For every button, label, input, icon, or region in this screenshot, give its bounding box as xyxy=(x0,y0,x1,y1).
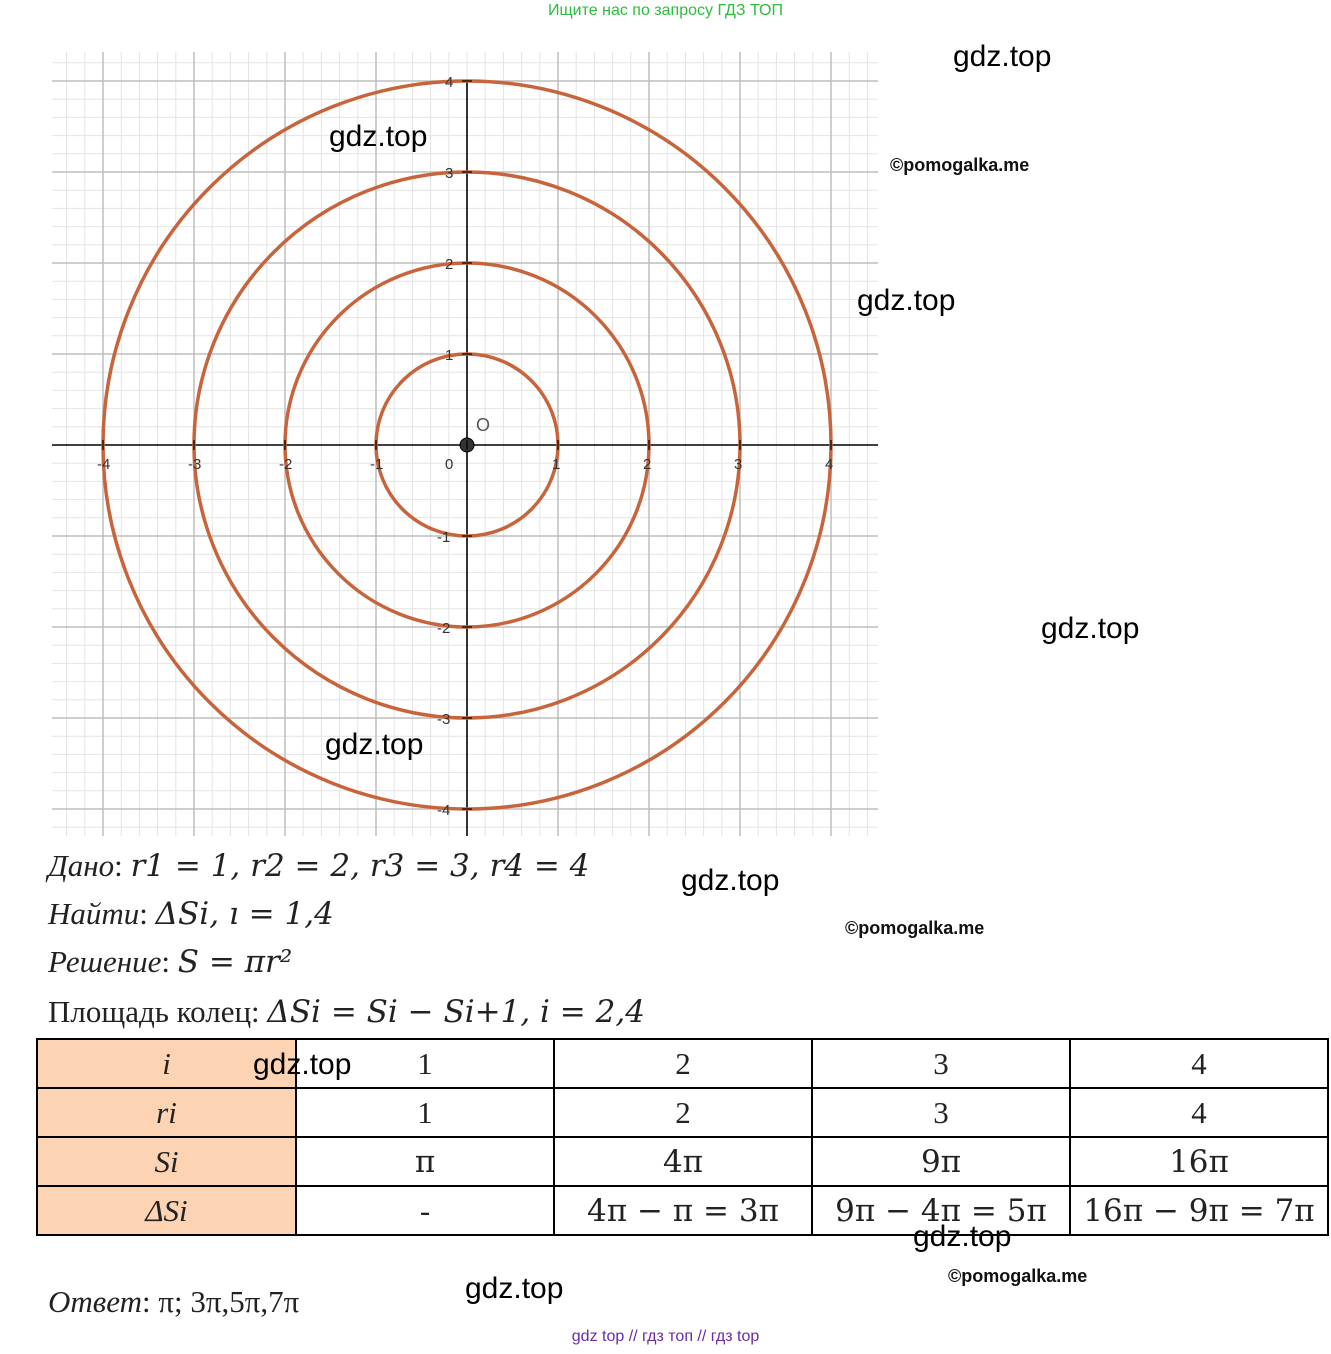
watermark: gdz.top xyxy=(953,40,1052,73)
y-tick-label: 1 xyxy=(445,347,454,364)
x-tick-label: -1 xyxy=(370,456,384,473)
table-cell: 16π − 9π = 7π xyxy=(1070,1186,1328,1235)
answer-line: Ответ: π; 3π,5π,7π xyxy=(48,1284,300,1319)
solution-line: Решение: S = πr² xyxy=(48,944,293,980)
table-cell: 16π xyxy=(1070,1137,1328,1186)
x-tick-label: -3 xyxy=(188,456,202,473)
table-cell: 4 xyxy=(1070,1039,1328,1088)
given-line: Дано: r1 = 1, r2 = 2, r3 = 3, r4 = 4 xyxy=(48,848,590,884)
y-tick-label: -1 xyxy=(437,529,451,546)
watermark: gdz.top xyxy=(329,120,428,153)
find-text: ΔSi, ı = 1,4 xyxy=(155,896,334,932)
x-tick-label: 2 xyxy=(643,456,652,473)
table-cell: 4π − π = 3π xyxy=(554,1186,812,1235)
x-tick-label: 3 xyxy=(734,456,743,473)
table-row xyxy=(37,1137,1328,1186)
table-cell: 4π xyxy=(554,1137,812,1186)
table-cell: 2 xyxy=(554,1039,812,1088)
pomogalka-watermark: ©pomogalka.me xyxy=(948,1266,1088,1286)
table-cell: 1 xyxy=(296,1039,554,1088)
rings-label: Площадь колец: xyxy=(48,994,260,1029)
find-line: Найти: ΔSi, ı = 1,4 xyxy=(48,896,334,932)
table-cell: 2 xyxy=(554,1088,812,1137)
table-row xyxy=(37,1088,1328,1137)
solution-text: S = πr² xyxy=(177,944,293,980)
rings-text: ΔSi = Si − Si+1, i = 2,4 xyxy=(267,994,645,1030)
y-tick-label: -2 xyxy=(437,620,451,637)
table-cell: 3 xyxy=(812,1039,1070,1088)
table-cell: 4 xyxy=(1070,1088,1328,1137)
table-row xyxy=(37,1186,1328,1235)
top-banner[interactable]: Ищите нас по запросу ГДЗ ТОП xyxy=(548,2,783,19)
watermark: gdz.top xyxy=(681,864,780,897)
watermark: gdz.top xyxy=(857,284,956,317)
rings-line xyxy=(48,992,645,1032)
table-cell: 9π − 4π = 5π xyxy=(812,1186,1070,1235)
x-tick-label: 0 xyxy=(445,456,454,473)
find-label: Найти xyxy=(48,896,140,931)
table-cell: - xyxy=(296,1186,554,1235)
watermark: gdz.top xyxy=(253,1048,352,1081)
rings-table xyxy=(36,1038,1329,1236)
watermark: gdz.top xyxy=(325,728,424,761)
row-header: Si xyxy=(37,1137,296,1186)
table-cell: 3 xyxy=(812,1088,1070,1137)
y-tick-label: 2 xyxy=(445,256,454,273)
x-tick-label: -2 xyxy=(279,456,293,473)
row-header: ri xyxy=(37,1088,296,1137)
footer-links[interactable]: gdz top // гдз топ // гдз top xyxy=(571,1328,760,1345)
y-tick-label: 3 xyxy=(445,165,454,182)
answer-text: π; 3π,5π,7π xyxy=(158,1284,300,1319)
row-header: ΔSi xyxy=(37,1186,296,1235)
pomogalka-watermark: ©pomogalka.me xyxy=(890,155,1030,175)
answer-label: Ответ xyxy=(48,1284,142,1319)
x-tick-label: -4 xyxy=(97,456,111,473)
watermark: gdz.top xyxy=(913,1220,1012,1253)
watermark: gdz.top xyxy=(1041,612,1140,645)
given-text: r1 = 1, r2 = 2, r3 = 3, r4 = 4 xyxy=(130,848,590,884)
solution-label: Решение xyxy=(48,944,162,979)
origin-label: O xyxy=(476,415,491,435)
table-row xyxy=(37,1039,1328,1088)
y-tick-label: -3 xyxy=(437,711,451,728)
x-tick-label: 4 xyxy=(825,456,834,473)
table-cell: π xyxy=(296,1137,554,1186)
concentric-circles-graph xyxy=(0,0,900,850)
table-cell: 1 xyxy=(296,1088,554,1137)
pomogalka-watermark: ©pomogalka.me xyxy=(845,918,985,938)
row-header: i xyxy=(37,1039,296,1088)
given-label: Дано xyxy=(48,848,115,883)
table-cell: 9π xyxy=(812,1137,1070,1186)
y-tick-label: -4 xyxy=(437,802,451,819)
y-tick-label: 4 xyxy=(445,74,454,91)
x-tick-label: 1 xyxy=(552,456,561,473)
watermark: gdz.top xyxy=(465,1272,564,1305)
